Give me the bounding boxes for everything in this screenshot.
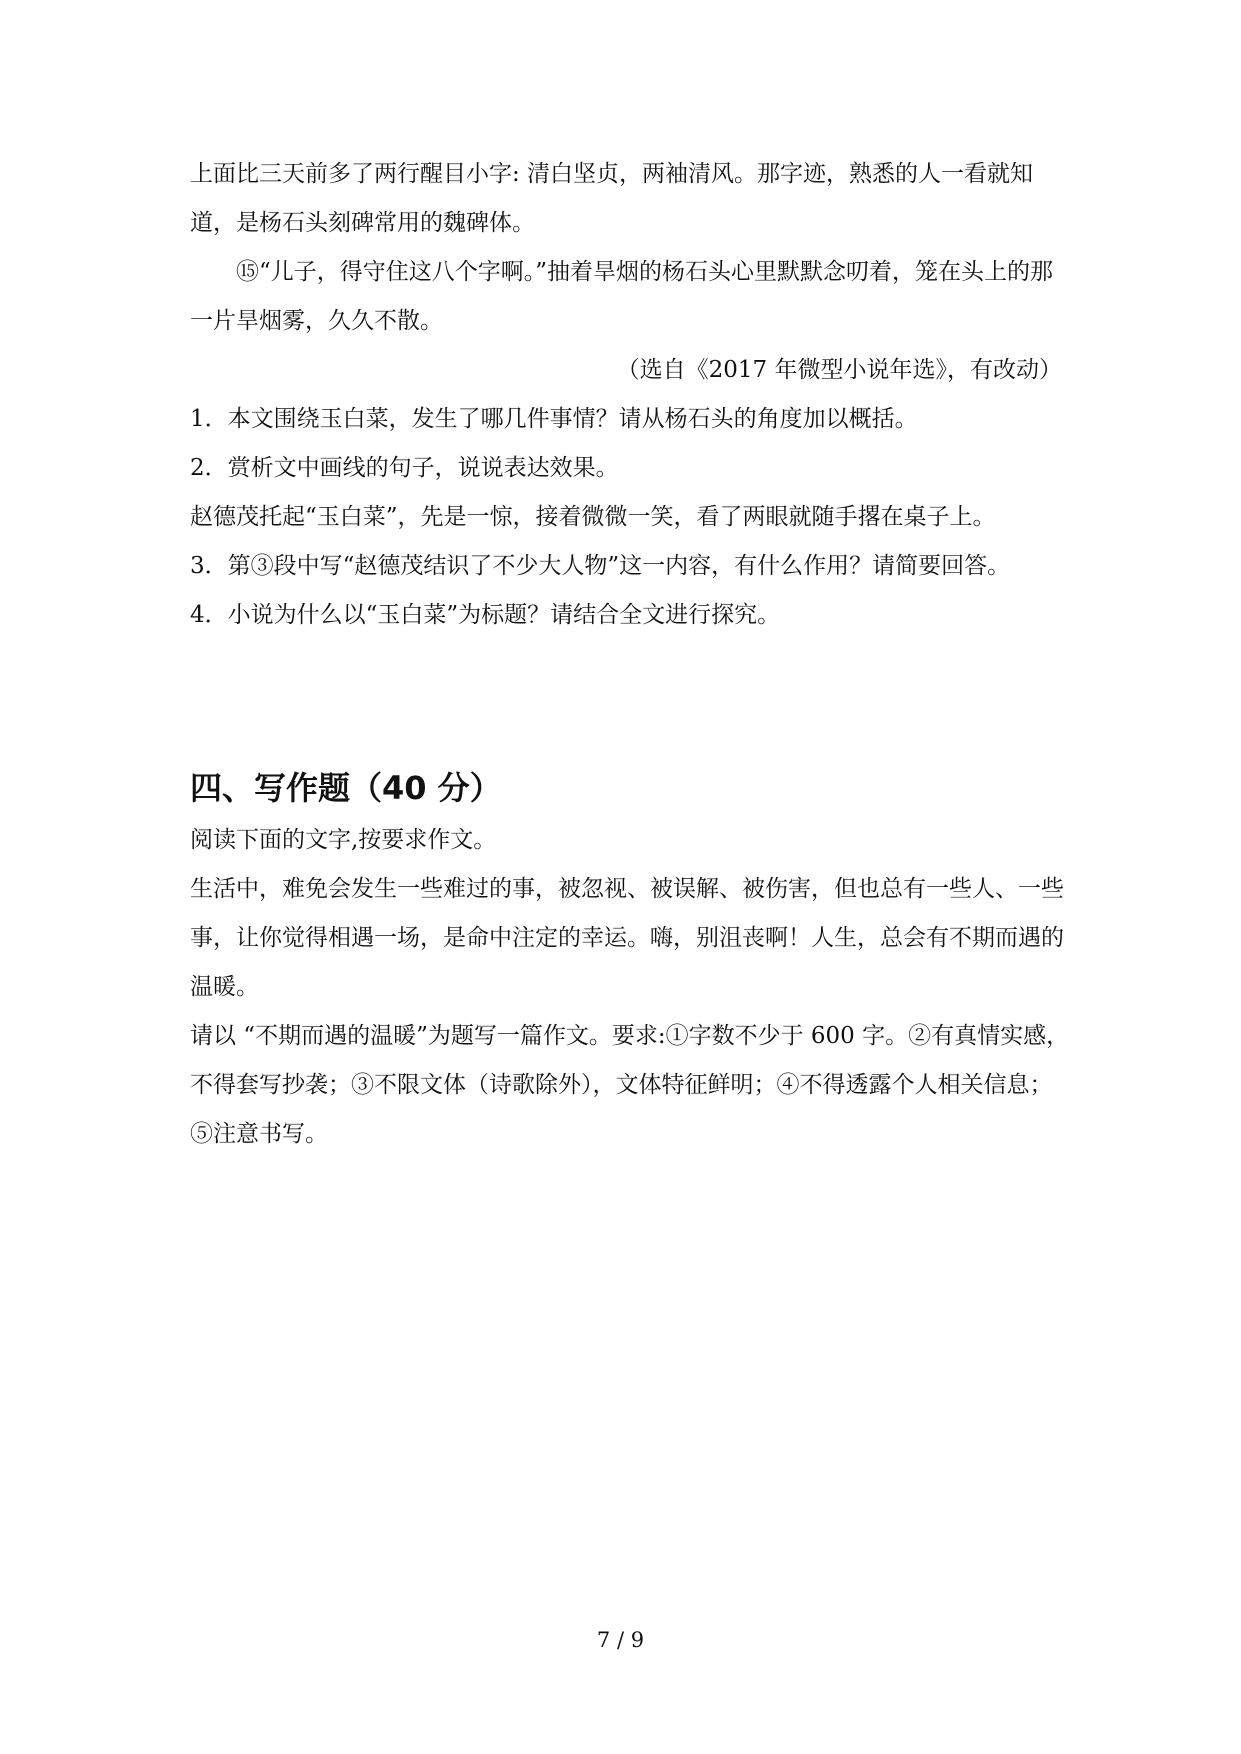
question-list <box>190 395 1070 640</box>
passage-line: 上面比三天前多了两行醒目小字: 清白坚贞，两袖清风。那字迹，熟悉的人一看就知道，是杨石头刻碑常用的魏碑体。 <box>190 161 1034 236</box>
section-heading: 四、写作题（40 分） <box>190 769 502 807</box>
passage-continuation <box>190 150 1070 395</box>
writing-task <box>190 816 1070 1159</box>
question-2: 2．赏析文中画线的句子，说说表达效果。 <box>190 455 619 481</box>
question-1: 1．本文围绕玉白菜，发生了哪几件事情？请从杨石头的角度加以概括。 <box>190 406 918 432</box>
question-3: 3．第③段中写“赵德茂结识了不少大人物”这一内容，有什么作用？请简要回答。 <box>190 553 1011 579</box>
writing-material: 生活中，难免会发生一些难过的事，被忽视、被误解、被伤害，但也总有一些人、一些事，让你觉得相遇一场，是命中注定的幸运。嗨，别沮丧啊！人生，总会有不期而遇的温暖。 <box>190 876 1064 1000</box>
passage-paragraph-15: ⑮“儿子，得守住这八个字啊。”抽着旱烟的杨石头心里默默念叨着，笼在头上的那一片旱烟雾，久久不散。 <box>190 259 1054 334</box>
passage-source: （选自《2017 年微型小说年选》，有改动） <box>616 357 1062 383</box>
writing-requirement: 请以 “不期而遇的温暖”为题写一篇作文。要求:①字数不少于 600 字。②有真情实感，不得套写抄袭；③不限文体（诗歌除外），文体特征鲜明；④不得透露个人相关信息；⑤注意书写。 <box>190 1023 1070 1147</box>
page-number: 7 / 9 <box>596 1628 645 1652</box>
question-4: 4．小说为什么以“玉白菜”为标题？请结合全文进行探究。 <box>190 602 781 628</box>
quoted-sentence: 赵德茂托起“玉白菜”，先是一惊，接着微微一笑，看了两眼就随手撂在桌子上。 <box>190 504 996 530</box>
writing-intro: 阅读下面的文字,按要求作文。 <box>190 827 497 853</box>
